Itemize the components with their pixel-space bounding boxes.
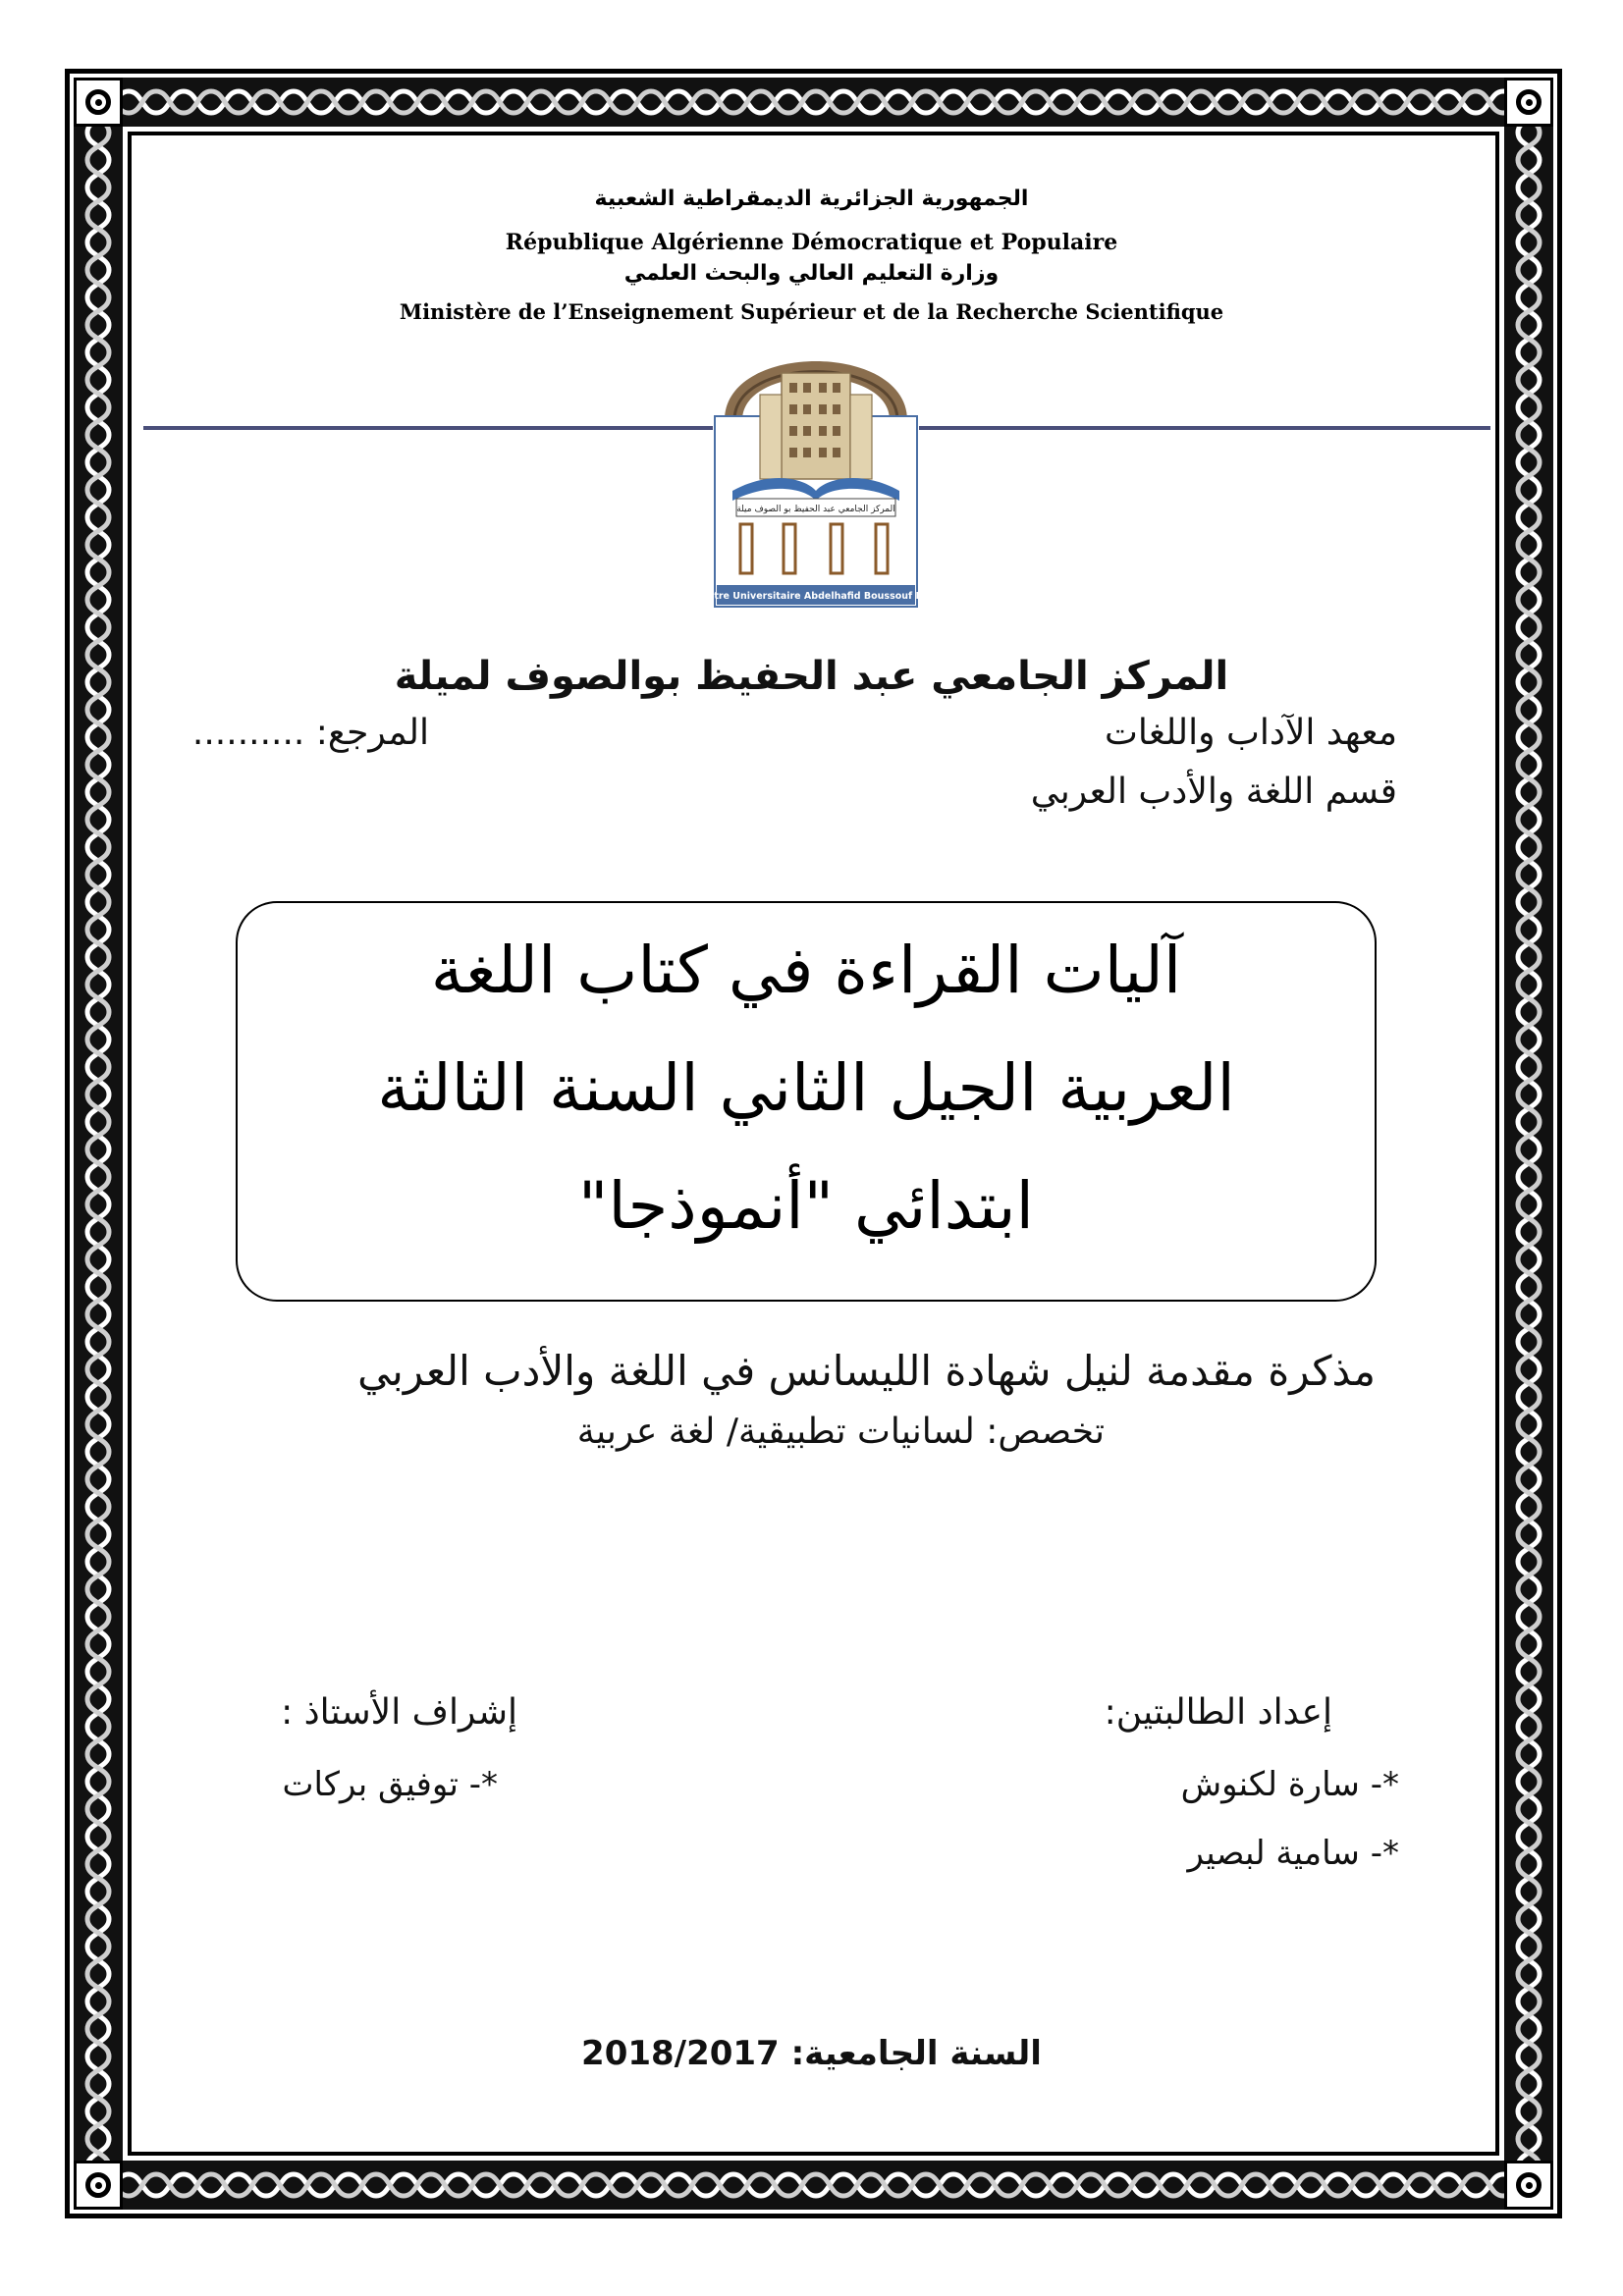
corner-ornament-bottom-right [1504,2161,1553,2210]
institution-name: المركز الجامعي عبد الحفيظ بوالصوف لميلة [394,654,1229,699]
header-rule-left [143,426,713,430]
ornament-band-bottom [74,2161,1553,2210]
students-label: إعداد الطالبتين: [1104,1692,1332,1733]
academic-year-value: 2018/2017 [581,2034,780,2073]
ornament-band-top [74,78,1553,127]
thesis-specialty: تخصص: لسانيات تطبيقية/ لغة عربية [576,1412,1105,1452]
academic-year [0,2034,1623,2073]
republic-arabic: الجمهورية الجزائرية الديمقراطية الشعبية [594,187,1029,211]
institute-name: معهد الآداب واللغات [1105,713,1397,753]
supervisor-label: إشراف الأستاذ : [281,1692,517,1733]
logo-banner-text: المركز الجامعي عبد الحفيظ بو الصوف ميلة [736,505,895,514]
republic-french: République Algérienne Démocratique et Populaire [505,230,1118,255]
corner-ornament-top-left [74,78,123,127]
corner-ornament-bottom-left [74,2161,123,2210]
thesis-description: مذكرة مقدمة لنيل شهادة الليسانس في اللغة والأدب العربي [357,1347,1376,1395]
supervisor-name: *- توفيق بركات [282,1765,498,1804]
thesis-title-line-1: آليات القراءة في كتاب اللغة [430,933,1182,1008]
academic-year-label: السنة الجامعية: [790,2034,1042,2073]
ministry-arabic: وزارة التعليم العالي والبحث العلمي [623,261,1000,286]
ornament-band-right [1504,78,1553,2210]
thesis-title-line-3: ابتدائي "أنموذجا" [578,1168,1034,1244]
thesis-title-line-2: العربية الجيل الثاني السنة الثالثة [377,1050,1235,1126]
ornament-band-left [74,78,123,2210]
university-logo [694,322,938,609]
student-name-2: *- سامية لبصير [1187,1834,1399,1873]
reference-number: المرجع: .......... [191,713,429,753]
department-name: قسم اللغة والأدب العربي [1030,772,1397,812]
ministry-french: Ministère de l’Enseignement Supérieur et de la Recherche Scientifique [399,299,1224,324]
header-rule-right [919,426,1490,430]
corner-ornament-top-right [1504,78,1553,127]
student-name-1: *- سارة لكنوش [1180,1765,1399,1804]
logo-caption-text: Centre Universitaire Abdelhafid Boussouf Mila [694,591,938,602]
